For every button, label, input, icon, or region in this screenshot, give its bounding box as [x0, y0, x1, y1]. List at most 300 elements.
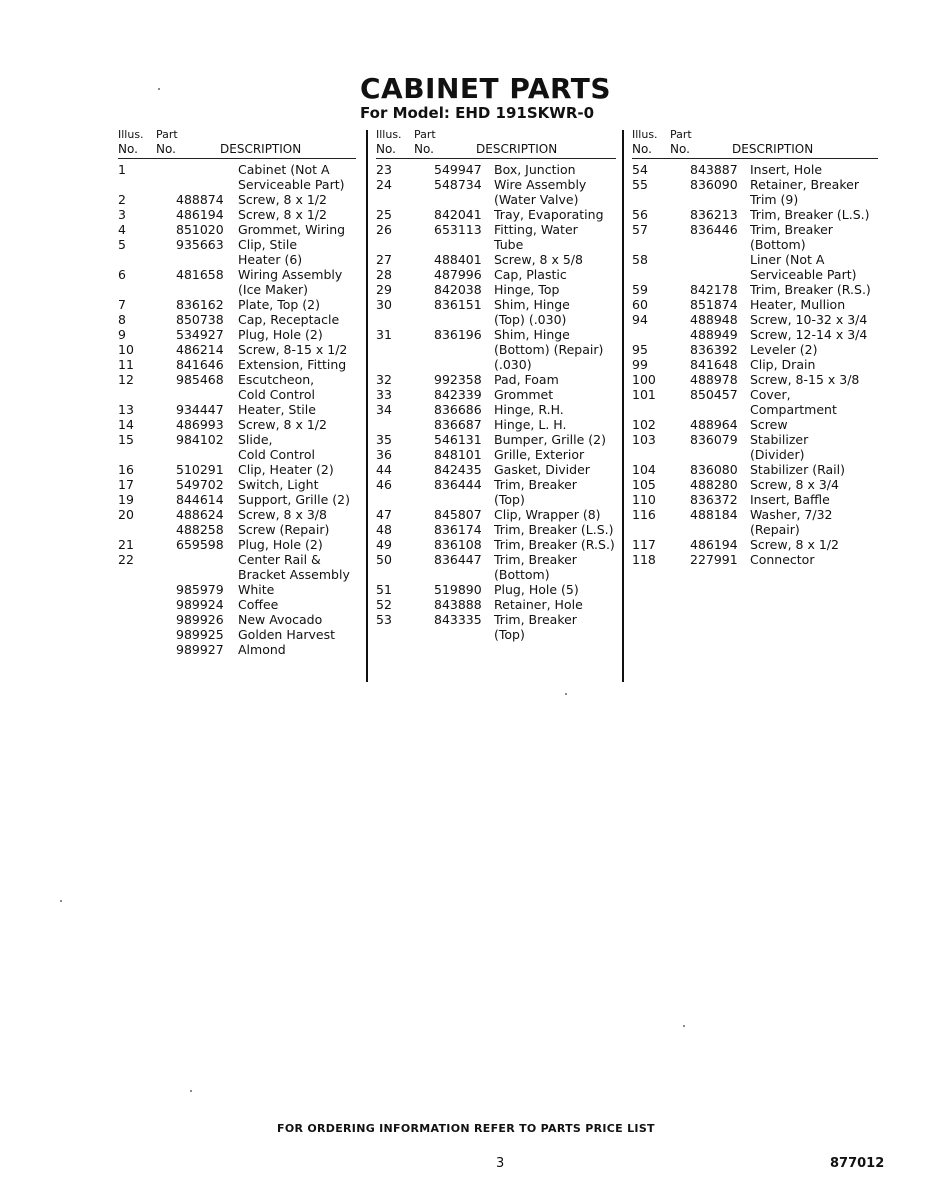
part-number: 488978 [690, 372, 738, 387]
part-row [376, 582, 616, 597]
illus-number: 28 [376, 267, 392, 282]
illus-number: 56 [632, 207, 648, 222]
parts-column-2 [376, 128, 616, 642]
part-row [632, 522, 878, 537]
part-description: Insert, Hole [750, 162, 823, 177]
part-description: Screw, 8-15 x 3/8 [750, 372, 860, 387]
part-row [376, 552, 616, 567]
part-description: Clip, Stile [238, 237, 298, 252]
illus-number: 16 [118, 462, 134, 477]
part-number: 842178 [690, 282, 738, 297]
parts-list [376, 162, 616, 642]
column-header-bottom [632, 142, 878, 159]
illus-number: 29 [376, 282, 392, 297]
scan-speck [683, 1025, 685, 1027]
part-row [632, 507, 878, 522]
illus-number: 9 [118, 327, 126, 342]
part-header: Part [414, 128, 436, 141]
part-description: Shim, Hinge [494, 327, 570, 342]
part-number: 488258 [176, 522, 224, 537]
part-row [118, 387, 356, 402]
part-number: 850457 [690, 387, 738, 402]
part-description: Tray, Evaporating [494, 207, 604, 222]
scan-speck [60, 900, 62, 902]
part-description: Heater, Stile [238, 402, 316, 417]
part-row [376, 237, 616, 252]
illus-number: 59 [632, 282, 648, 297]
part-row [376, 312, 616, 327]
part-description: (Bottom) [494, 567, 550, 582]
illus-number: 8 [118, 312, 126, 327]
part-header: Part [670, 128, 692, 141]
part-description: Coffee [238, 597, 279, 612]
part-row [376, 177, 616, 192]
illus-number: 17 [118, 477, 134, 492]
description-header: DESCRIPTION [732, 142, 814, 156]
illus-number: 33 [376, 387, 392, 402]
part-description: Screw, 8 x 1/2 [238, 207, 327, 222]
part-number: 836687 [434, 417, 482, 432]
part-description: Plug, Hole (2) [238, 537, 323, 552]
part-number: 486194 [690, 537, 738, 552]
part-description: Almond [238, 642, 286, 657]
part-number: 843888 [434, 597, 482, 612]
part-description: Cover, [750, 387, 791, 402]
part-number: 836174 [434, 522, 482, 537]
part-description: Escutcheon, [238, 372, 315, 387]
part-number: 836372 [690, 492, 738, 507]
illus-number: 7 [118, 297, 126, 312]
part-row [632, 357, 878, 372]
part-number: 842435 [434, 462, 482, 477]
illus-number: 6 [118, 267, 126, 282]
part-number: 486194 [176, 207, 224, 222]
illus-number: 55 [632, 177, 648, 192]
part-description: Screw, 8 x 3/8 [238, 507, 327, 522]
part-row [118, 597, 356, 612]
part-row [118, 642, 356, 657]
part-description: Screw, 8-15 x 1/2 [238, 342, 348, 357]
part-number: 836080 [690, 462, 738, 477]
column-header-bottom [376, 142, 616, 159]
part-number: 546131 [434, 432, 482, 447]
illus-number: 48 [376, 522, 392, 537]
part-description: Trim, Breaker (R.S.) [494, 537, 615, 552]
part-description: Trim, Breaker [494, 477, 577, 492]
part-number: 488280 [690, 477, 738, 492]
part-number: 549947 [434, 162, 482, 177]
part-row [376, 507, 616, 522]
illus-header: Illus. [376, 128, 402, 141]
part-row [632, 177, 878, 192]
part-description: Cap, Plastic [494, 267, 567, 282]
part-description: Pad, Foam [494, 372, 559, 387]
document-number: 877012 [830, 1156, 885, 1171]
part-description: Tube [494, 237, 524, 252]
part-row [376, 222, 616, 237]
part-row [118, 177, 356, 192]
part-row [632, 267, 878, 282]
illus-number: 32 [376, 372, 392, 387]
part-description: Screw, 8 x 1/2 [238, 192, 327, 207]
illus-number: 24 [376, 177, 392, 192]
part-description: Retainer, Hole [494, 597, 583, 612]
part-number: 549702 [176, 477, 224, 492]
part-row [376, 192, 616, 207]
part-number: 481658 [176, 267, 224, 282]
part-description: New Avocado [238, 612, 323, 627]
part-number: 836162 [176, 297, 224, 312]
part-description: Center Rail & [238, 552, 321, 567]
part-row [118, 357, 356, 372]
part-number: 488874 [176, 192, 224, 207]
part-number: 488948 [690, 312, 738, 327]
part-number: 836447 [434, 552, 482, 567]
illus-number: 99 [632, 357, 648, 372]
part-number: 836090 [690, 177, 738, 192]
part-number: 836151 [434, 297, 482, 312]
part-number: 488964 [690, 417, 738, 432]
part-description: Screw [750, 417, 788, 432]
parts-list [118, 162, 356, 657]
illus-no-header: No. [118, 142, 138, 156]
part-row [376, 267, 616, 282]
part-row [632, 222, 878, 237]
part-row [376, 357, 616, 372]
part-row [118, 372, 356, 387]
part-row [632, 552, 878, 567]
part-number: 519890 [434, 582, 482, 597]
illus-number: 15 [118, 432, 134, 447]
part-description: Hinge, R.H. [494, 402, 564, 417]
part-description: Insert, Baffle [750, 492, 830, 507]
part-description: Bracket Assembly [238, 567, 350, 582]
part-row [376, 627, 616, 642]
part-description: Golden Harvest [238, 627, 336, 642]
illus-number: 20 [118, 507, 134, 522]
part-number: 848101 [434, 447, 482, 462]
part-row [376, 492, 616, 507]
part-description: Trim (9) [750, 192, 799, 207]
illus-number: 21 [118, 537, 134, 552]
part-row [118, 282, 356, 297]
part-description: Trim, Breaker (R.S.) [750, 282, 871, 297]
illus-number: 31 [376, 327, 392, 342]
part-row [632, 432, 878, 447]
part-description: (Divider) [750, 447, 805, 462]
illus-number: 53 [376, 612, 392, 627]
part-number: 842038 [434, 282, 482, 297]
part-description: Trim, Breaker (L.S.) [494, 522, 614, 537]
part-row [118, 462, 356, 477]
part-row [376, 522, 616, 537]
parts-column-3 [632, 128, 878, 567]
part-description: Bumper, Grille (2) [494, 432, 606, 447]
illus-number: 54 [632, 162, 648, 177]
part-description: Compartment [750, 402, 837, 417]
part-number: 989924 [176, 597, 224, 612]
description-header: DESCRIPTION [220, 142, 302, 156]
part-description: Cap, Receptacle [238, 312, 340, 327]
illus-number: 57 [632, 222, 648, 237]
part-description: Screw, 12-14 x 3/4 [750, 327, 868, 342]
part-number: 487996 [434, 267, 482, 282]
part-row [376, 207, 616, 222]
part-row [632, 447, 878, 462]
illus-number: 3 [118, 207, 126, 222]
part-number: 836108 [434, 537, 482, 552]
page-title: CABINET PARTS [360, 72, 612, 105]
part-row [632, 312, 878, 327]
part-number: 836213 [690, 207, 738, 222]
part-description: Clip, Drain [750, 357, 816, 372]
illus-number: 14 [118, 417, 134, 432]
part-row [118, 267, 356, 282]
scan-speck [158, 88, 160, 90]
part-number: 488949 [690, 327, 738, 342]
parts-column-1 [118, 128, 356, 657]
part-number: 843335 [434, 612, 482, 627]
part-number: 842339 [434, 387, 482, 402]
part-description: (Ice Maker) [238, 282, 309, 297]
part-row [118, 567, 356, 582]
part-row [632, 237, 878, 252]
part-number: 534927 [176, 327, 224, 342]
part-number: 844614 [176, 492, 224, 507]
part-row [632, 162, 878, 177]
parts-list [632, 162, 878, 567]
part-row [118, 417, 356, 432]
part-number: 845807 [434, 507, 482, 522]
part-number: 486993 [176, 417, 224, 432]
part-row [118, 507, 356, 522]
part-description: Plug, Hole (2) [238, 327, 323, 342]
part-number: 984102 [176, 432, 224, 447]
part-row [376, 447, 616, 462]
part-description: Grommet, Wiring [238, 222, 346, 237]
part-description: Hinge, L. H. [494, 417, 567, 432]
part-description: Retainer, Breaker [750, 177, 859, 192]
part-number: 488624 [176, 507, 224, 522]
part-row [118, 492, 356, 507]
part-number: 836079 [690, 432, 738, 447]
illus-number: 50 [376, 552, 392, 567]
part-description: Screw, 8 x 1/2 [750, 537, 839, 552]
part-number: 488184 [690, 507, 738, 522]
illus-number: 27 [376, 252, 392, 267]
illus-no-header: No. [632, 142, 652, 156]
part-row [632, 477, 878, 492]
illus-header: Illus. [632, 128, 658, 141]
part-row [118, 402, 356, 417]
illus-number: 94 [632, 312, 648, 327]
part-description: Hinge, Top [494, 282, 560, 297]
scan-speck [190, 1090, 192, 1092]
part-number: 836446 [690, 222, 738, 237]
part-row [376, 387, 616, 402]
part-no-header: No. [670, 142, 690, 156]
part-number: 989926 [176, 612, 224, 627]
part-row [118, 537, 356, 552]
part-description: Serviceable Part) [750, 267, 857, 282]
part-number: 836392 [690, 342, 738, 357]
part-description: (Water Valve) [494, 192, 579, 207]
part-row [376, 327, 616, 342]
column-divider [366, 130, 368, 682]
column-header-top [376, 128, 616, 142]
part-row [376, 462, 616, 477]
part-description: Screw, 8 x 1/2 [238, 417, 327, 432]
page-number: 3 [496, 1156, 505, 1171]
part-number: 659598 [176, 537, 224, 552]
illus-number: 4 [118, 222, 126, 237]
part-row [632, 402, 878, 417]
part-row [118, 522, 356, 537]
part-description: Cold Control [238, 387, 315, 402]
part-row [632, 417, 878, 432]
part-row [376, 417, 616, 432]
part-row [118, 612, 356, 627]
part-description: Cold Control [238, 447, 315, 462]
part-row [376, 162, 616, 177]
part-description: (Bottom) [750, 237, 806, 252]
illus-number: 118 [632, 552, 656, 567]
part-row [118, 627, 356, 642]
part-row [376, 597, 616, 612]
part-row [118, 222, 356, 237]
part-row [632, 342, 878, 357]
part-number: 985468 [176, 372, 224, 387]
part-row [632, 327, 878, 342]
part-row [118, 252, 356, 267]
illus-number: 22 [118, 552, 134, 567]
part-row [632, 282, 878, 297]
part-number: 548734 [434, 177, 482, 192]
part-row [376, 402, 616, 417]
illus-number: 110 [632, 492, 656, 507]
part-description: Screw, 10-32 x 3/4 [750, 312, 868, 327]
part-row [118, 342, 356, 357]
column-header-bottom [118, 142, 356, 159]
part-number: 841648 [690, 357, 738, 372]
part-description: Grommet [494, 387, 554, 402]
part-description: (Repair) [750, 522, 800, 537]
part-row [118, 477, 356, 492]
part-description: Wiring Assembly [238, 267, 343, 282]
part-row [376, 342, 616, 357]
part-row [118, 312, 356, 327]
part-description: Stabilizer (Rail) [750, 462, 845, 477]
ordering-info-footer: FOR ORDERING INFORMATION REFER TO PARTS PRICE LIST [277, 1122, 655, 1135]
part-description: (Top) (.030) [494, 312, 567, 327]
illus-number: 25 [376, 207, 392, 222]
description-header: DESCRIPTION [476, 142, 558, 156]
part-row [118, 207, 356, 222]
illus-number: 5 [118, 237, 126, 252]
part-description: Extension, Fitting [238, 357, 347, 372]
part-row [632, 492, 878, 507]
part-description: Washer, 7/32 [750, 507, 833, 522]
part-row [118, 552, 356, 567]
illus-number: 23 [376, 162, 392, 177]
part-number: 841646 [176, 357, 224, 372]
part-no-header: No. [414, 142, 434, 156]
part-row [632, 387, 878, 402]
column-header-top [632, 128, 878, 142]
part-number: 934447 [176, 402, 224, 417]
part-description: Switch, Light [238, 477, 319, 492]
part-row [632, 252, 878, 267]
part-description: Plate, Top (2) [238, 297, 320, 312]
part-row [632, 462, 878, 477]
part-description: Heater (6) [238, 252, 303, 267]
illus-no-header: No. [376, 142, 396, 156]
illus-number: 103 [632, 432, 656, 447]
part-description: Trim, Breaker [494, 552, 577, 567]
part-description: (Bottom) (Repair) [494, 342, 604, 357]
illus-number: 34 [376, 402, 392, 417]
part-row [632, 192, 878, 207]
illus-number: 13 [118, 402, 134, 417]
illus-number: 104 [632, 462, 656, 477]
part-row [118, 447, 356, 462]
scan-speck [565, 693, 567, 695]
illus-number: 26 [376, 222, 392, 237]
part-number: 843887 [690, 162, 738, 177]
illus-number: 1 [118, 162, 126, 177]
part-number: 842041 [434, 207, 482, 222]
illus-number: 30 [376, 297, 392, 312]
illus-number: 51 [376, 582, 392, 597]
part-description: Slide, [238, 432, 273, 447]
part-description: Wire Assembly [494, 177, 587, 192]
part-number: 510291 [176, 462, 224, 477]
part-number: 850738 [176, 312, 224, 327]
illus-number: 101 [632, 387, 656, 402]
part-row [118, 582, 356, 597]
part-row [376, 297, 616, 312]
part-description: Trim, Breaker [750, 222, 833, 237]
part-number: 985979 [176, 582, 224, 597]
part-row [118, 162, 356, 177]
column-header-top [118, 128, 356, 142]
part-row [632, 372, 878, 387]
part-description: Gasket, Divider [494, 462, 590, 477]
illus-number: 102 [632, 417, 656, 432]
part-number: 989925 [176, 627, 224, 642]
part-row [118, 237, 356, 252]
part-description: (Top) [494, 492, 525, 507]
illus-number: 52 [376, 597, 392, 612]
illus-number: 117 [632, 537, 656, 552]
part-description: Screw (Repair) [238, 522, 330, 537]
part-row [632, 537, 878, 552]
part-number: 836686 [434, 402, 482, 417]
part-number: 486214 [176, 342, 224, 357]
part-description: (.030) [494, 357, 532, 372]
part-description: Trim, Breaker (L.S.) [750, 207, 870, 222]
illus-number: 12 [118, 372, 134, 387]
illus-number: 10 [118, 342, 134, 357]
part-number: 836196 [434, 327, 482, 342]
illus-number: 58 [632, 252, 648, 267]
part-number: 488401 [434, 252, 482, 267]
part-description: Leveler (2) [750, 342, 818, 357]
illus-number: 100 [632, 372, 656, 387]
part-description: Trim, Breaker [494, 612, 577, 627]
part-row [118, 432, 356, 447]
part-description: Liner (Not A [750, 252, 825, 267]
